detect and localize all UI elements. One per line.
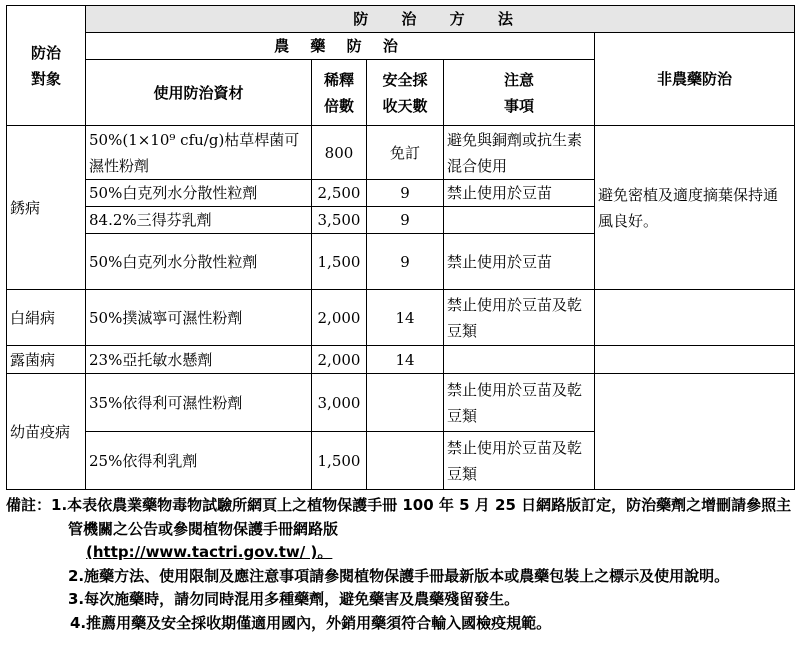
header-target-label: 防治 對象 (30, 43, 61, 88)
target-label: 白絹病 (10, 308, 56, 327)
days-cell (367, 234, 444, 290)
table-row (7, 126, 795, 180)
material-text: 50%(1×10⁹ cfu/g)枯草桿菌可濕性粉劑 (89, 130, 300, 175)
header-dilution-label: 稀釋 倍數 (323, 70, 354, 115)
material-text: 25%依得利乳劑 (89, 451, 198, 470)
table-row (7, 374, 795, 432)
note-text: 避免與銅劑或抗生素混合使用 (447, 130, 583, 175)
material-text: 50%撲滅寧可濕性粉劑 (89, 308, 243, 327)
dilution-cell (312, 374, 367, 432)
target-cell-rust (7, 126, 86, 290)
material-cell (86, 180, 312, 207)
note-text: 禁止使用於豆苗及乾豆類 (447, 438, 583, 483)
dilution-cell (312, 126, 367, 180)
days-cell (367, 126, 444, 180)
target-label: 銹病 (10, 198, 41, 217)
nonpesticide-cell (595, 346, 795, 374)
header-notes (444, 60, 595, 126)
nonpesticide-cell (595, 374, 795, 490)
remark-text: 4.推薦用藥及安全採收期僅適用國內，外銷用藥須符合輸入國檢疫規範。 (70, 613, 552, 632)
dilution-cell (312, 432, 367, 490)
dilution-text: 3,000 (317, 393, 361, 412)
dilution-text: 2,500 (317, 184, 361, 202)
material-cell (86, 432, 312, 490)
remark-url (6, 541, 796, 565)
dilution-cell (312, 290, 367, 346)
dilution-text: 2,000 (317, 350, 361, 369)
table-row (7, 290, 795, 346)
table-row (7, 346, 795, 374)
header-pesticide (86, 33, 595, 60)
target-cell (7, 346, 86, 374)
header-method (86, 6, 795, 33)
header-nonpesticide (595, 33, 795, 126)
dilution-cell (312, 207, 367, 234)
days-cell (367, 180, 444, 207)
header-notes-label: 注意 事項 (503, 70, 534, 115)
dilution-text: 800 (324, 143, 354, 162)
target-cell (7, 290, 86, 346)
target-label: 露菌病 (10, 350, 56, 369)
header-pesticide-label: 農 藥 防 治 (274, 37, 406, 55)
pesticide-table (6, 5, 795, 490)
nonpesticide-text: 避免密植及適度摘葉保持通風良好。 (598, 185, 779, 230)
material-text: 50%白克列水分散性粒劑 (89, 184, 258, 202)
days-cell (367, 207, 444, 234)
dilution-text: 2,000 (317, 308, 361, 327)
days-text: 9 (400, 211, 410, 229)
remark-text: 2.施藥方法、使用限制及應注意事項請參閱植物保護手冊最新版本或農藥包裝上之標示及使用說明。 (68, 566, 730, 585)
note-cell (444, 234, 595, 290)
remark-item-1 (6, 494, 796, 541)
days-cell (367, 290, 444, 346)
header-dilution (312, 60, 367, 126)
note-cell (444, 207, 595, 234)
material-cell (86, 374, 312, 432)
note-text: 禁止使用於豆苗 (447, 184, 553, 202)
note-cell (444, 374, 595, 432)
header-material-label: 使用防治資材 (153, 83, 244, 102)
dilution-text: 1,500 (317, 451, 361, 470)
material-cell (86, 207, 312, 234)
dilution-text: 3,500 (317, 211, 361, 229)
header-nonpesticide-label: 非農藥防治 (657, 70, 733, 88)
material-text: 84.2%三得芬乳劑 (89, 211, 212, 229)
dilution-cell (312, 234, 367, 290)
days-cell (367, 346, 444, 374)
remark-item-3 (6, 588, 796, 612)
remarks-prefix: 備註： (6, 496, 52, 514)
remark-item-4 (6, 612, 796, 636)
note-cell (444, 290, 595, 346)
remarks-section (6, 494, 796, 635)
note-cell (444, 432, 595, 490)
material-text: 50%白克列水分散性粒劑 (89, 252, 258, 271)
header-material (86, 60, 312, 126)
note-text: 禁止使用於豆苗及乾豆類 (447, 295, 583, 340)
target-label: 幼苗疫病 (10, 422, 71, 441)
remark-text: 3.每次施藥時，請勿同時混用多種藥劑，避免藥害及農藥殘留發生。 (68, 590, 520, 608)
material-cell (86, 290, 312, 346)
nonpesticide-cell (595, 126, 795, 290)
remark-text: 1.本表依農業藥物毒物試驗所網頁上之植物保護手冊 100 年 5 月 25 日網路版訂定，防治藥劑之增刪請參照主管機關之公告或參閱植物保護手冊網路版 (51, 496, 792, 538)
note-cell (444, 346, 595, 374)
remark-item-2 (6, 565, 796, 589)
days-cell (367, 432, 444, 490)
remark-url-text: (http://www.tactri.gov.tw/ )。 (86, 543, 333, 561)
note-cell (444, 126, 595, 180)
material-text: 35%依得利可濕性粉劑 (89, 393, 243, 412)
material-text: 23%亞托敏水懸劑 (89, 350, 213, 369)
days-text: 14 (395, 350, 415, 369)
material-cell (86, 234, 312, 290)
nonpesticide-cell (595, 290, 795, 346)
dilution-cell (312, 180, 367, 207)
dilution-cell (312, 346, 367, 374)
days-text: 免訂 (389, 143, 420, 162)
days-text: 9 (400, 184, 410, 202)
material-cell (86, 346, 312, 374)
header-target (7, 6, 86, 126)
note-text: 禁止使用於豆苗及乾豆類 (447, 380, 583, 425)
target-cell (7, 374, 86, 490)
days-text: 9 (400, 252, 410, 271)
days-cell (367, 374, 444, 432)
header-method-label: 防 治 方 法 (353, 10, 527, 28)
header-safety-days (367, 60, 444, 126)
days-text: 14 (395, 308, 415, 327)
note-text: 禁止使用於豆苗 (447, 252, 553, 271)
pesticide-table-container (6, 5, 794, 489)
note-cell (444, 180, 595, 207)
material-cell (86, 126, 312, 180)
header-safety-days-label: 安全採 收天數 (382, 70, 428, 115)
dilution-text: 1,500 (317, 252, 361, 271)
